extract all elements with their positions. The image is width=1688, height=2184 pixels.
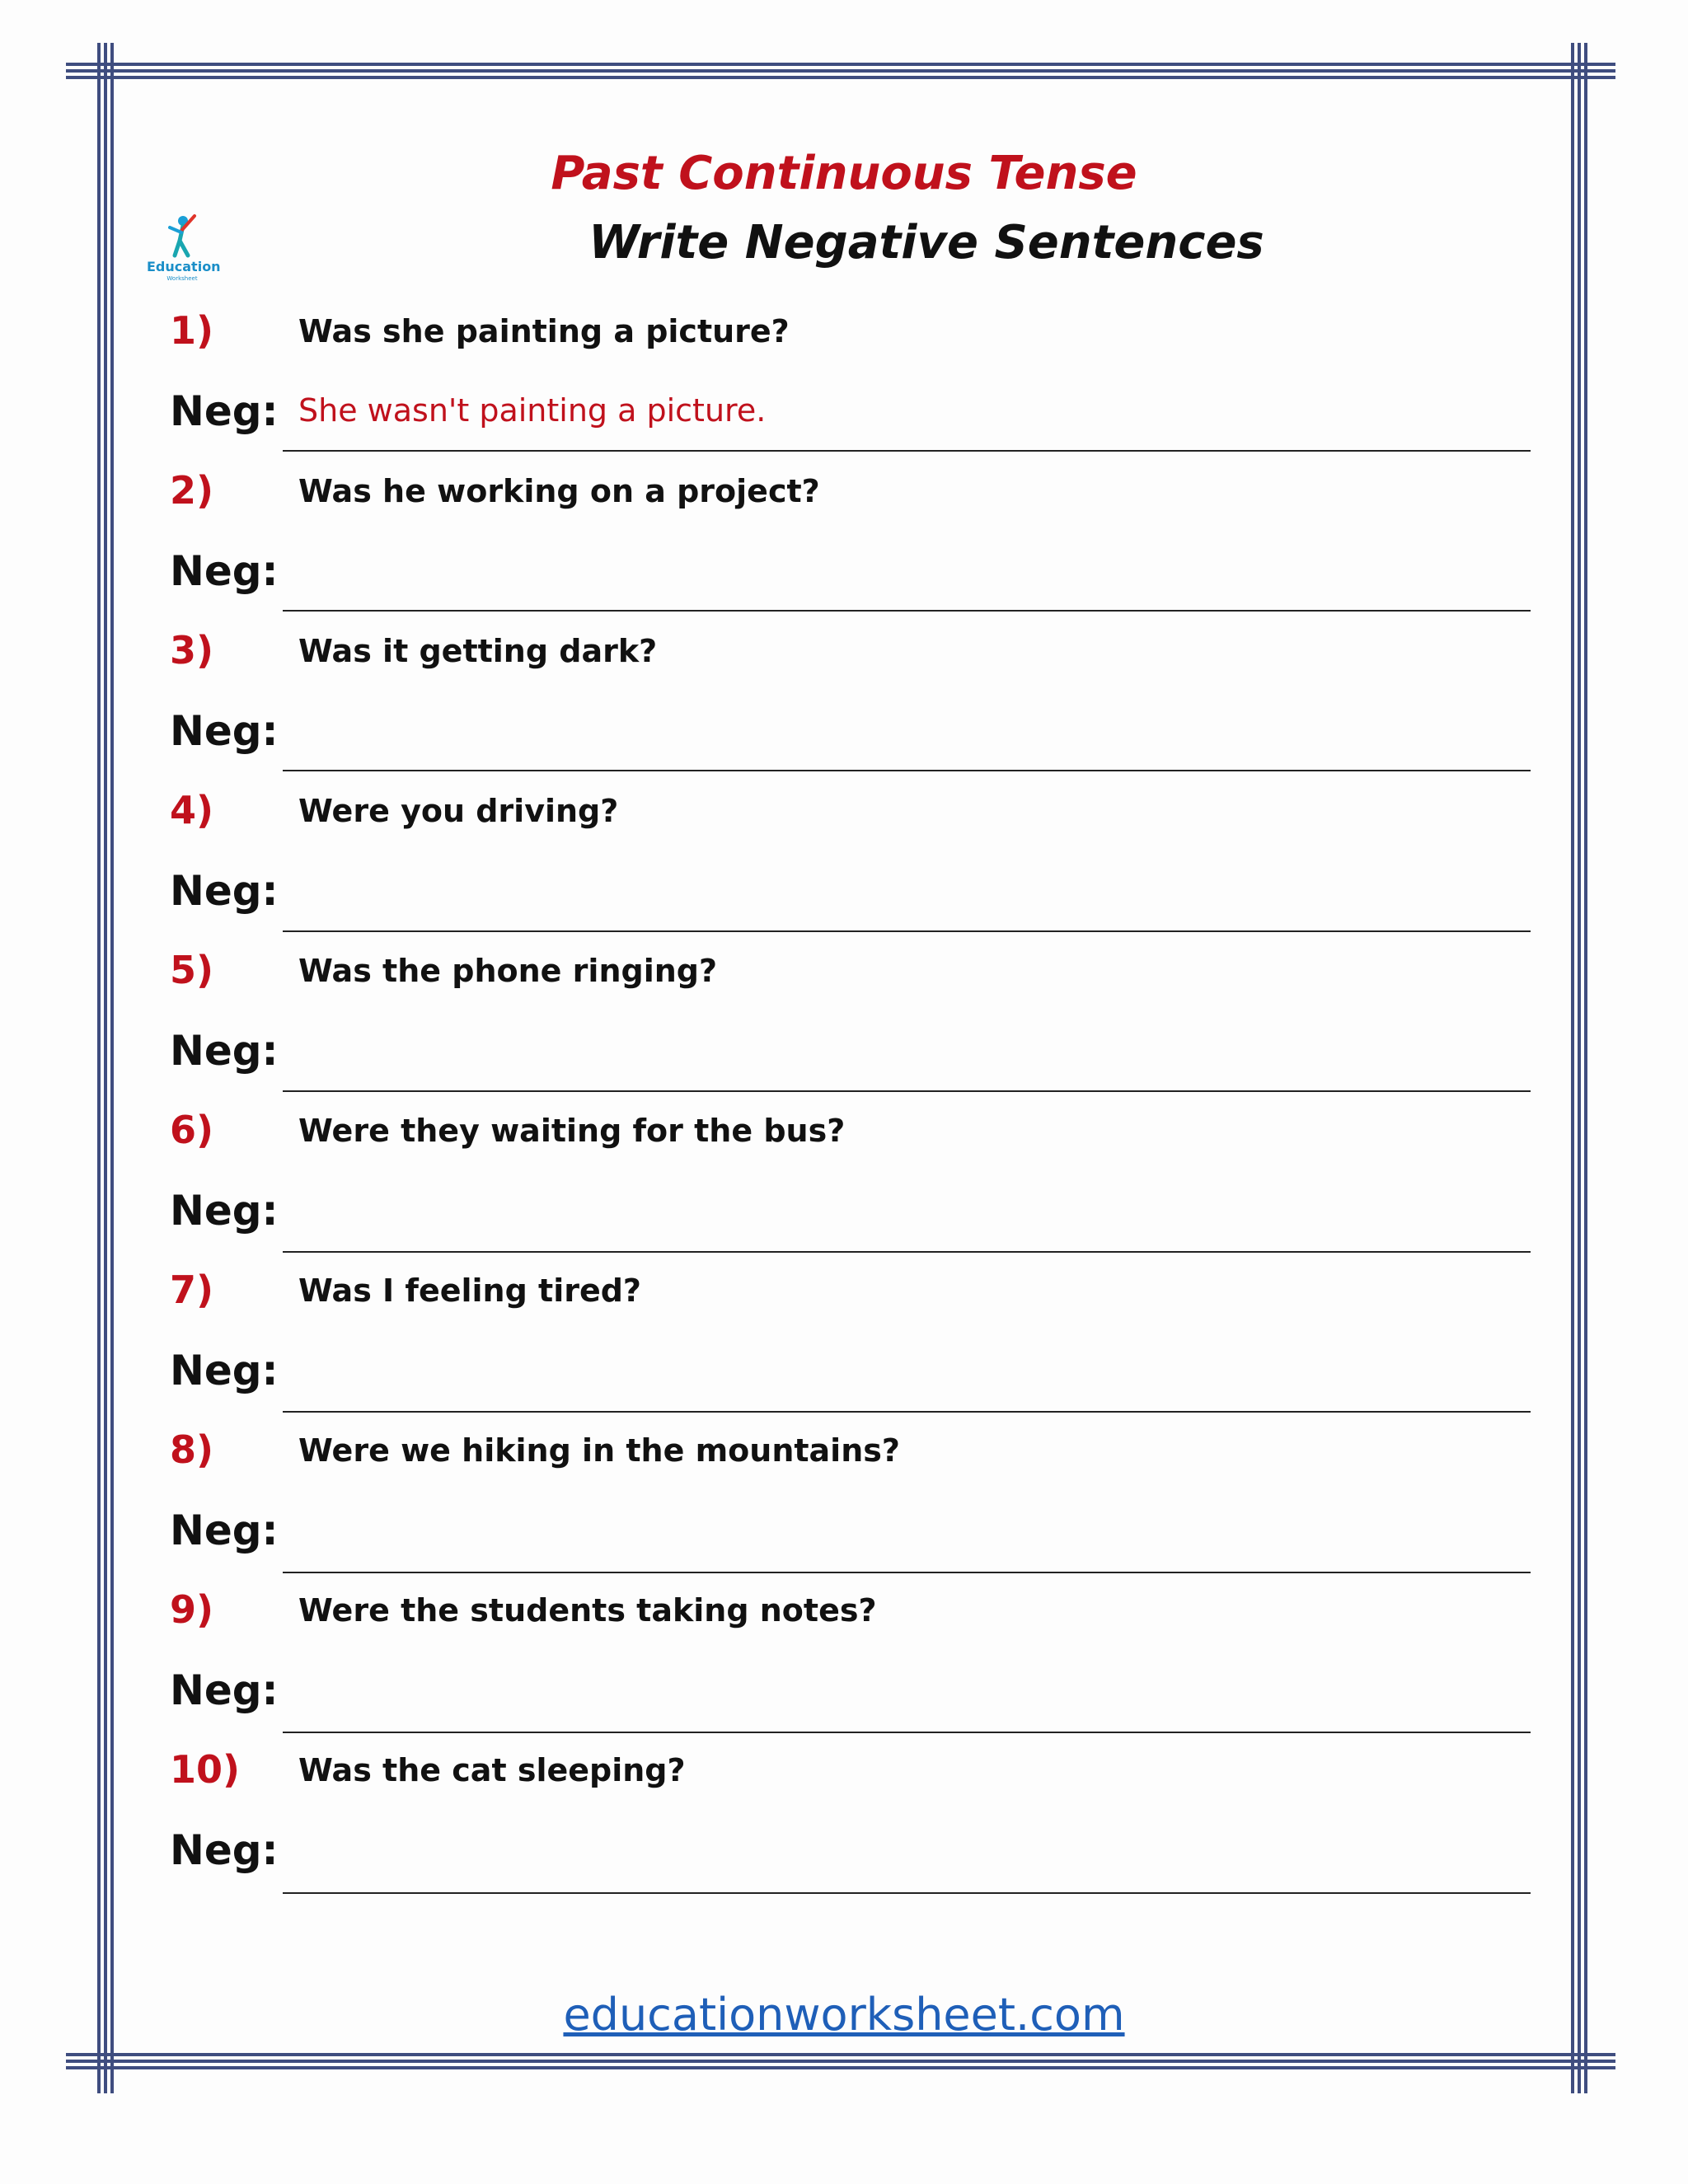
question-number: 4) [170,788,214,832]
question-text: Were the students taking notes? [298,1592,877,1629]
neg-label: Neg: [170,867,279,915]
question-text: Was the cat sleeping? [298,1752,686,1788]
question-text: Were they waiting for the bus? [298,1113,846,1149]
answer-line [283,1090,1531,1092]
question-number: 2) [170,468,214,513]
question-number: 1) [170,308,214,353]
answer-field[interactable]: She wasn't painting a picture. [298,392,767,429]
answer-line [283,770,1531,771]
answer-line [283,450,1531,452]
answer-line [283,930,1531,932]
answer-line [283,1572,1531,1573]
neg-label: Neg: [170,707,279,755]
question-text: Was the phone ringing? [298,953,718,989]
question-number: 8) [170,1427,214,1472]
question-number: 3) [170,628,214,673]
neg-label: Neg: [170,1826,279,1874]
border-right-inner [1584,43,1587,2093]
worksheet-title: Past Continuous Tense [551,147,1137,200]
question-text: Were you driving? [298,793,619,829]
border-top-outer [66,63,1615,66]
border-bottom-outer [66,2053,1615,2056]
border-left-inner [110,43,114,2093]
border-bottom-middle [66,2060,1615,2063]
answer-line [283,1892,1531,1894]
border-top-inner [66,76,1615,79]
question-number: 5) [170,948,214,992]
question-text: Was it getting dark? [298,633,658,669]
question-number: 10) [170,1747,241,1792]
answer-line [283,1251,1531,1253]
neg-label: Neg: [170,1187,279,1235]
question-number: 7) [170,1268,214,1312]
border-bottom-inner [66,2066,1615,2069]
question-text: Was he working on a project? [298,473,820,509]
border-right-middle [1578,43,1581,2093]
neg-label: Neg: [170,1347,279,1394]
neg-label: Neg: [170,547,279,595]
answer-line [283,1411,1531,1413]
question-text: Was I feeling tired? [298,1272,641,1309]
border-right-outer [1571,43,1574,2093]
question-text: Was she painting a picture? [298,313,790,349]
answer-line [283,1732,1531,1733]
neg-label: Neg: [170,387,279,435]
question-number: 6) [170,1108,214,1152]
border-left-outer [97,43,101,2093]
footer-website-link[interactable]: educationworksheet.com [563,1989,1125,2041]
question-number: 9) [170,1587,214,1632]
question-text: Were we hiking in the mountains? [298,1432,900,1469]
neg-label: Neg: [170,1507,279,1554]
logo-subtext: Worksheet [166,275,198,282]
worksheet-subtitle: Write Negative Sentences [588,216,1264,269]
border-top-middle [66,69,1615,73]
neg-label: Neg: [170,1027,279,1075]
logo-text: Education [147,259,221,274]
border-left-middle [104,43,107,2093]
answer-line [283,610,1531,612]
neg-label: Neg: [170,1666,279,1714]
